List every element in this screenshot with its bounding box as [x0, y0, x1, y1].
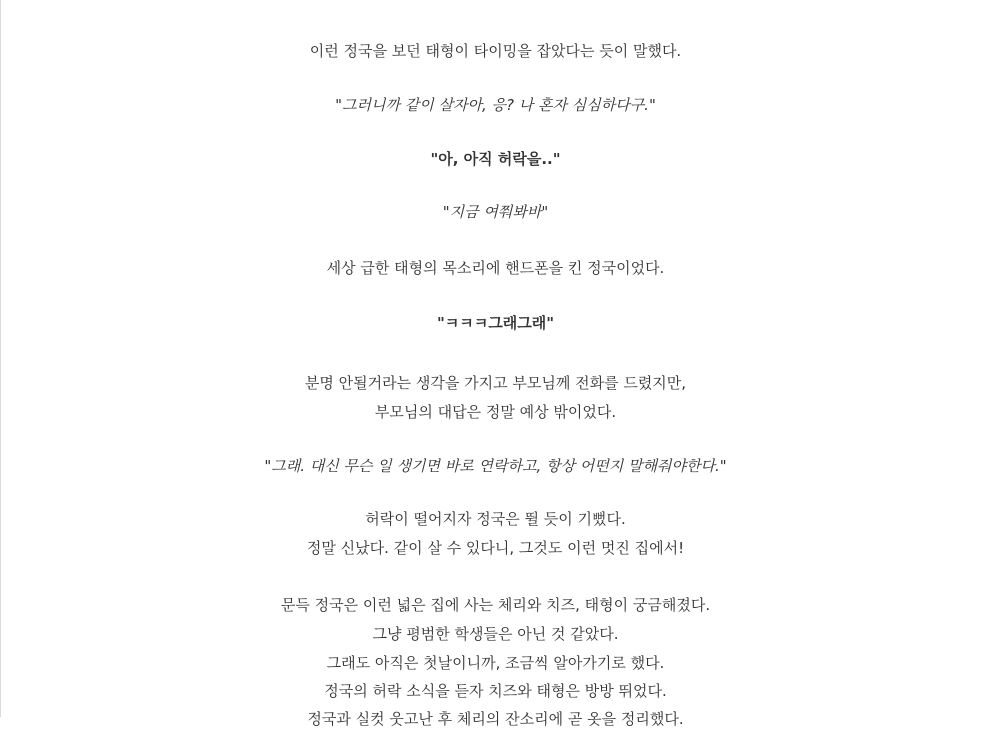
- story-line-narration: 문득 정국은 이런 넓은 집에 사는 체리와 치즈, 태형이 궁금해졌다.: [280, 596, 711, 614]
- story-line-narration: 세상 급한 태형의 목소리에 핸드폰을 킨 정국이었다.: [326, 259, 665, 277]
- story-line-dialogue-italic: "지금 여쭤봐바": [442, 203, 549, 221]
- story-line-narration: 정말 신났다. 같이 살 수 있다니, 그것도 이런 멋진 집에서!: [306, 539, 685, 557]
- story-line-dialogue-bold: "ㅋㅋㅋ그래그래": [436, 314, 555, 332]
- story-line-narration: 이런 정국을 보던 태형이 타이밍을 잡았다는 듯이 말했다.: [309, 42, 682, 60]
- story-line-dialogue-bold: "아, 아직 허락을..": [430, 150, 561, 168]
- story-line-narration: 그래도 아직은 첫날이니까, 조금씩 알아가기로 했다.: [326, 654, 665, 672]
- story-line-dialogue-italic: "그러니까 같이 살자아, 응? 나 혼자 심심하다구.": [335, 96, 656, 114]
- story-line-narration: 허락이 떨어지자 정국은 뛸 듯이 기뻤다.: [365, 510, 626, 528]
- story-line-narration: 그냥 평범한 학생들은 아닌 것 같았다.: [372, 625, 619, 643]
- story-line-narration: 분명 안될거라는 생각을 가지고 부모님께 전화를 드렸지만,: [304, 374, 687, 392]
- story-line-narration: 정국과 실컷 웃고난 후 체리의 잔소리에 곧 옷을 정리했다.: [307, 710, 684, 728]
- story-line-dialogue-italic: "그래. 대신 무슨 일 생기면 바로 연락하고, 항상 어떤지 말해줘야한다.": [264, 457, 727, 475]
- story-line-narration: 부모님의 대답은 정말 예상 밖이었다.: [374, 403, 617, 421]
- story-line-narration: 정국의 허락 소식을 듣자 치즈와 태형은 방방 뛰었다.: [324, 682, 667, 700]
